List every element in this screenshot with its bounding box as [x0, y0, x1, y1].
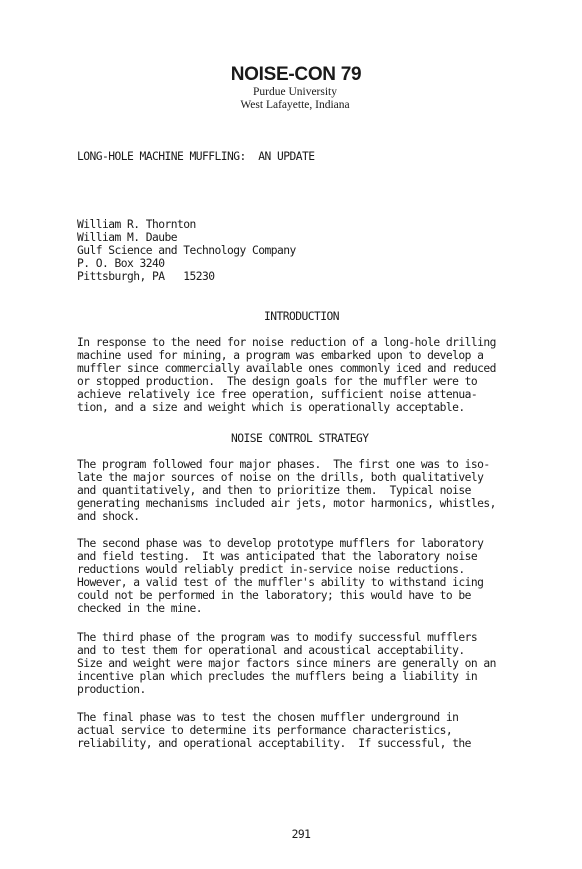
address-line: Pittsburgh, PA 15230 — [77, 269, 215, 283]
text-line: achieve relatively ice free operation, sufficient noise attenua- — [77, 387, 478, 401]
text-line: late the major sources of noise on the drills, both qualitatively — [77, 470, 484, 484]
text-line: However, a valid test of the muffler's ability to withstand icing — [77, 575, 484, 589]
text-line: tion, and a size and weight which is operationally acceptable. — [77, 400, 465, 414]
text-line: The program followed four major phases. The first one was to iso- — [77, 458, 490, 471]
text-line: and quantitatively, and then to prioritize them. Typical noise — [77, 483, 471, 497]
page-number: 291 — [291, 828, 311, 841]
author-line: William M. Daube — [77, 230, 178, 244]
paragraph — [77, 712, 517, 751]
text-line: machine used for mining, a program was embarked upon to develop a — [77, 348, 484, 362]
text-line: or stopped production. The design goals for the muffler were to — [77, 374, 478, 388]
text-line: The second phase was to develop prototype mufflers for laboratory — [77, 537, 484, 550]
conference-university: Purdue University — [252, 86, 337, 98]
paragraph — [77, 538, 517, 615]
text-line: muffler since commercially available ones commonly iced and reduced — [77, 361, 496, 375]
paragraph — [77, 632, 517, 697]
conference-header — [0, 64, 582, 112]
text-line: reductions would reliably predict in-service noise reductions. — [77, 562, 465, 576]
text-line: The third phase of the program was to modify successful mufflers — [77, 631, 478, 644]
text-line: and field testing. It was anticipated that the laboratory noise — [77, 549, 478, 563]
section-heading-noise-control-strategy: NOISE CONTROL STRATEGY — [231, 432, 369, 445]
text-line: generating mechanisms included air jets, motor harmonics, whistles, — [77, 496, 496, 510]
paragraph — [77, 337, 517, 414]
address-line: P. O. Box 3240 — [77, 256, 165, 270]
affiliation-line: Gulf Science and Technology Company — [77, 243, 296, 257]
paragraph — [77, 459, 517, 524]
text-line: and to test them for operational and acoustical acceptability. — [77, 643, 465, 657]
text-line: checked in the mine. — [77, 601, 203, 615]
text-line: In response to the need for noise reduction of a long-hole drilling — [77, 336, 496, 349]
text-line: incentive plan which precludes the mufflers being a liability in — [77, 669, 478, 683]
text-line: production. — [77, 682, 146, 696]
section-heading-introduction: INTRODUCTION — [264, 310, 340, 323]
text-line: reliability, and operational acceptability. If successful, the — [77, 736, 471, 750]
text-line: Size and weight were major factors since miners are generally on an — [77, 656, 496, 670]
paper-title: LONG-HOLE MACHINE MUFFLING: AN UPDATE — [77, 150, 315, 163]
conference-location: West Lafayette, Indiana — [240, 99, 350, 111]
text-line: actual service to determine its performance characteristics, — [77, 723, 453, 737]
author-line: William R. Thornton — [77, 218, 196, 231]
conference-title: NOISE-CON 79 — [230, 64, 362, 85]
text-line: The final phase was to test the chosen muffler underground in — [77, 711, 459, 724]
text-line: and shock. — [77, 509, 140, 523]
text-line: could not be performed in the laboratory; this would have to be — [77, 588, 471, 602]
author-block — [77, 219, 296, 284]
